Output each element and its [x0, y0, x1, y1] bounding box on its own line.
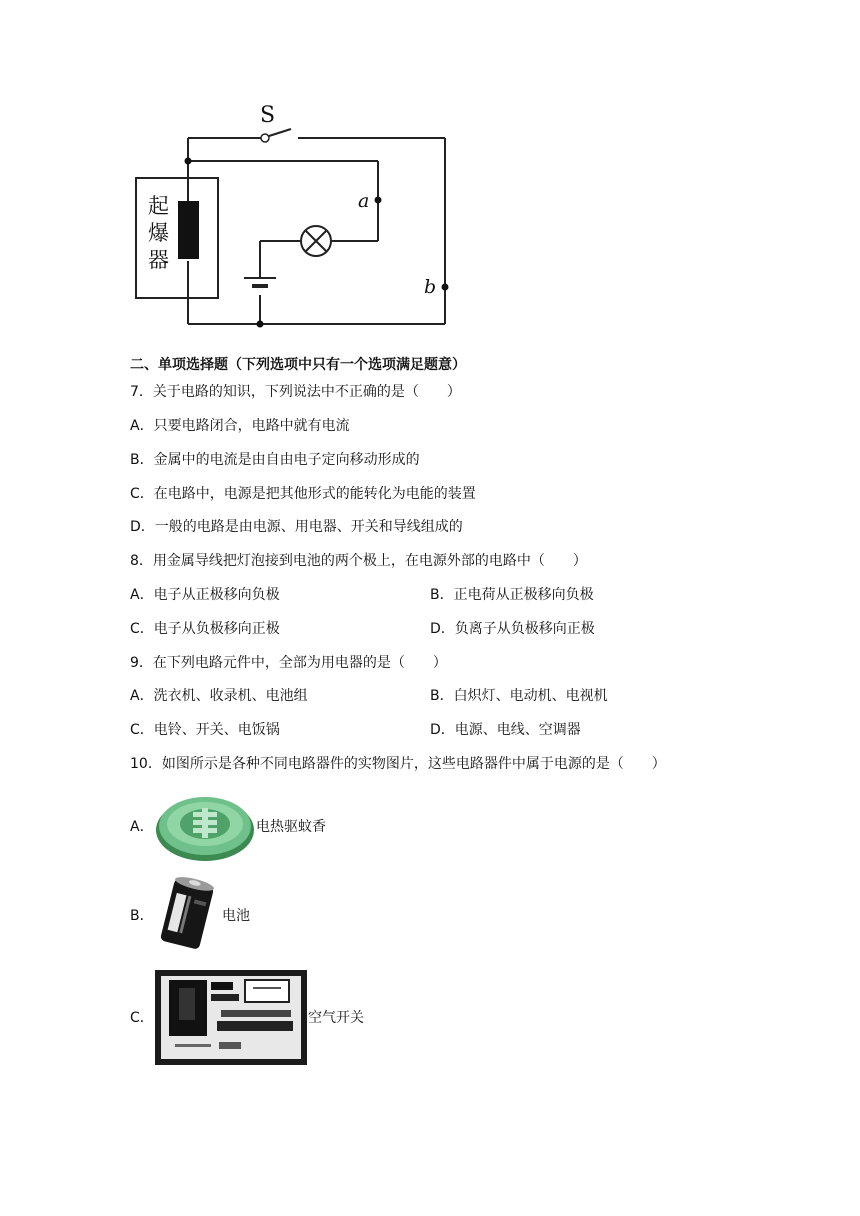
question-10-option-a-caption[interactable]: 电热驱蚊香	[256, 819, 326, 835]
point-b-label: b	[424, 276, 437, 298]
circuit-diagram	[120, 95, 470, 340]
question-9-option-b[interactable]: B．白炽灯、电动机、电视机	[430, 688, 608, 704]
question-9-option-d[interactable]: D．电源、电线、空调器	[430, 722, 581, 738]
question-8-stem: 8．用金属导线把灯泡接到电池的两个极上，在电源外部的电路中（ ）	[130, 553, 587, 569]
battery-photo	[153, 876, 221, 952]
question-7-stem: 7．关于电路的知识，下列说法中不正确的是（ ）	[130, 384, 461, 400]
detonator-char-3: 器	[148, 248, 169, 272]
air-switch-photo	[155, 970, 307, 1065]
switch-label: S	[260, 103, 276, 128]
question-10-option-c-caption[interactable]: 空气开关	[308, 1010, 364, 1026]
question-8-option-a[interactable]: A．电子从正极移向负极	[130, 587, 280, 603]
question-8-option-c[interactable]: C．电子从负极移向正极	[130, 621, 280, 637]
section-title: 二、单项选择题（下列选项中只有一个选项满足题意）	[130, 357, 466, 373]
question-10-option-c-letter[interactable]: C．	[130, 1010, 154, 1026]
lamp-symbol	[301, 226, 331, 256]
question-10-option-b-caption[interactable]: 电池	[222, 908, 250, 924]
point-a-label: a	[358, 190, 370, 212]
question-7-option-a[interactable]: A．只要电路闭合，电路中就有电流	[130, 418, 350, 434]
question-10-option-b-letter[interactable]: B．	[130, 908, 154, 924]
question-8-option-b[interactable]: B．正电荷从正极移向负极	[430, 587, 594, 603]
question-10-option-a-letter[interactable]: A．	[130, 819, 154, 835]
question-7-option-c[interactable]: C．在电路中，电源是把其他形式的能转化为电能的装置	[130, 486, 476, 502]
mosquito-repellent-heater-photo	[155, 788, 255, 864]
detonator-char-2: 爆	[148, 221, 169, 245]
question-7-option-d[interactable]: D．一般的电路是由电源、用电器、开关和导线组成的	[130, 519, 463, 535]
question-9-option-c[interactable]: C．电铃、开关、电饭锅	[130, 722, 280, 738]
battery-symbol	[244, 278, 276, 286]
question-9-option-a[interactable]: A．洗衣机、收录机、电池组	[130, 688, 308, 704]
question-10-stem: 10．如图所示是各种不同电路器件的实物图片，这些电路器件中属于电源的是（ ）	[130, 756, 666, 772]
detonator-element	[178, 201, 199, 259]
question-9-stem: 9．在下列电路元件中，全部为用电器的是（ ）	[130, 655, 447, 671]
question-7-option-b[interactable]: B．金属中的电流是由自由电子定向移动形成的	[130, 452, 420, 468]
question-8-option-d[interactable]: D．负离子从负极移向正极	[430, 621, 595, 637]
detonator-char-1: 起	[148, 194, 169, 218]
